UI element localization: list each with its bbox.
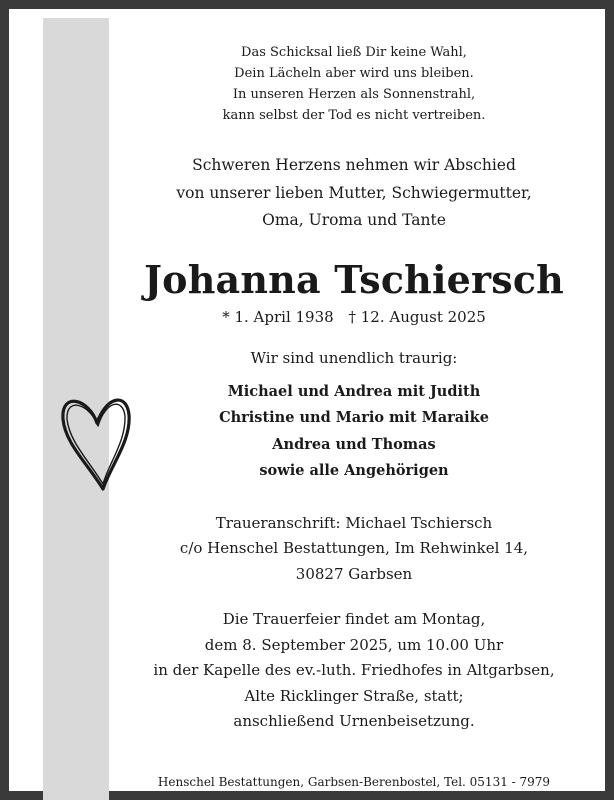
- intro-line: Oma, Uroma und Tante: [262, 211, 446, 229]
- intro-line: von unserer lieben Mutter, Schwiegermutter,: [176, 183, 532, 202]
- family-list: [119, 379, 589, 485]
- mourning-address: [119, 511, 589, 588]
- notice-content: [119, 42, 589, 735]
- address-line: c/o Henschel Bestattungen, Im Rehwinkel 14,: [179, 539, 529, 557]
- address-line: Traueranschrift: Michael Tschiersch: [215, 513, 493, 532]
- intro-text: [119, 152, 589, 235]
- ceremony-info: [119, 607, 589, 735]
- poem: [119, 42, 589, 126]
- ceremony-line: anschließend Urnenbeisetzung.: [233, 712, 475, 730]
- deceased-name: Johanna Tschiersch: [143, 256, 565, 302]
- ceremony-line: dem 8. September 2025, um 10.00 Uhr: [204, 635, 504, 654]
- family-member: Christine und Mario mit Maraike: [219, 409, 489, 426]
- poem-line: Dein Lächeln aber wird uns bleiben.: [234, 66, 474, 81]
- family-member: Andrea und Thomas: [272, 435, 436, 453]
- family-member: sowie alle Angehörigen: [259, 462, 449, 479]
- ceremony-line: in der Kapelle des ev.-luth. Friedhofes in Altgarbsen,: [153, 661, 555, 679]
- birth-date: * 1. April 1938: [222, 307, 334, 326]
- address-line: 30827 Garbsen: [295, 564, 413, 583]
- poem-line: In unseren Herzen als Sonnenstrahl,: [232, 87, 476, 102]
- mourning-line: Wir sind unendlich traurig:: [250, 348, 458, 367]
- ceremony-line: Alte Ricklinger Straße, statt;: [244, 686, 464, 705]
- poem-line: Das Schicksal ließ Dir keine Wahl,: [241, 45, 467, 60]
- funeral-home-footer: Henschel Bestattungen, Garbsen-Berenbostel, Tel. 05131 - 7979: [157, 775, 551, 789]
- death-date: † 12. August 2025: [348, 307, 486, 326]
- family-member: Michael und Andrea mit Judith: [227, 382, 481, 400]
- life-dates: [119, 307, 589, 327]
- poem-line: kann selbst der Tod es nicht vertreiben.: [222, 108, 486, 123]
- intro-line: Schweren Herzens nehmen wir Abschied: [192, 156, 516, 174]
- ceremony-line: Die Trauerfeier findet am Montag,: [222, 610, 486, 628]
